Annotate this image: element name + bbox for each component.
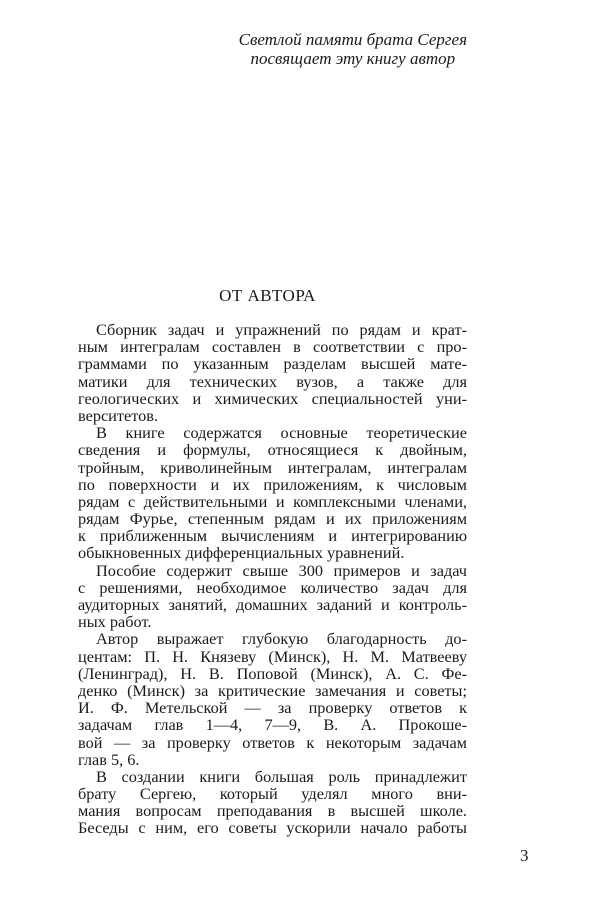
text-line: И. Ф. Метельской — за проверку ответов к [78,698,467,718]
text-line: ных работ. [78,612,152,632]
text-line: В создании книги большая роль принадлежит [96,766,467,786]
text-line: денко (Минск) за критические замечания и советы; [78,680,467,700]
text-line: верситетов. [78,405,159,425]
text-line: вой — за проверку ответов к некоторым задачам [78,732,467,752]
text-line: тройным, криволинейным интегралам, интегралам [78,457,467,477]
text-line: Автор выражает глубокую благодарность до- [96,629,467,649]
dedication-line: посвящает эту книгу автор [250,49,456,68]
text-line: рядам Фурье, степенным рядам и их приложениям [78,509,467,529]
paragraph [78,768,467,837]
dedication [239,30,467,68]
text-line: к приближенным вычислениям и интегрированию [78,526,467,546]
text-line: Пособие содержит свыше 300 примеров и задач [96,560,467,580]
text-line: геологических и химических специальностей уни- [78,388,467,408]
text-line: граммами по указанным разделам высшей мате- [78,354,467,374]
paragraph [78,630,467,768]
section-title: ОТ АВТОРА [219,286,316,305]
page-number: 3 [520,846,529,865]
text-line: В книге содержатся основные теоретические [96,423,467,443]
text-line: центам: П. Н. Князеву (Минск), Н. М. Матвееву [78,646,467,666]
text-line: мания вопросам преподавания в высшей школе. [78,801,467,821]
dedication-line: Светлой памяти брата Сергея [238,30,467,49]
body-text [78,321,467,837]
text-line: (Ленинград), Н. В. Поповой (Минск), А. С. Фе- [78,663,467,683]
paragraph [78,321,467,424]
paragraph [78,424,467,562]
text-line: глав 5, 6. [78,749,140,769]
paragraph [78,562,467,631]
text-line: матики для технических вузов, а также для [78,371,467,391]
text-line: ным интегралам составлен в соответствии с про- [78,337,467,357]
text-line: аудиторных занятий, домашних заданий и контроль- [78,595,467,614]
text-line: рядам с действительными и комплексными членами, [78,491,467,511]
text-line: обыкновенных дифференциальных уравнений. [78,543,405,563]
text-line: по поверхности и их приложениям, к числовым [78,474,467,494]
text-line: Беседы с ним, его советы ускорили начало работы [78,818,467,838]
text-line: с решениями, необходимое количество задач для [78,577,467,597]
text-line: сведения и формулы, относящиеся к двойным, [78,440,467,460]
text-line: задачам глав 1—4, 7—9, В. А. Прокоше- [78,715,467,735]
text-line: брату Сергею, который уделял много вни- [78,784,467,804]
text-line: Сборник задач и упражнений по рядам и крат- [96,320,467,339]
